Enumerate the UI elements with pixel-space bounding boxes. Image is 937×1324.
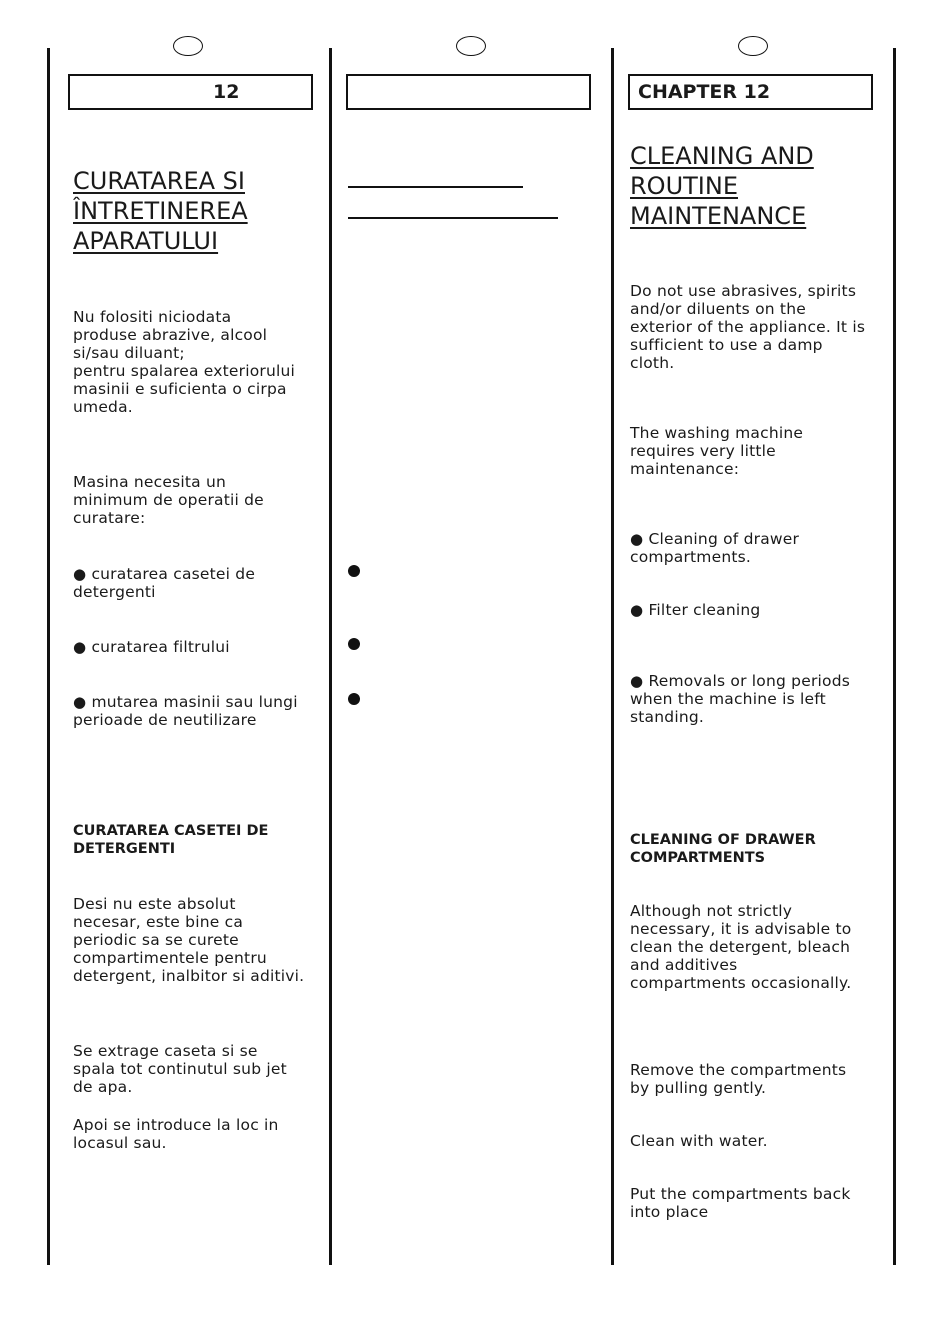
blank-title-line-2 [348, 217, 558, 219]
bullet-icon: ● [73, 565, 87, 583]
title-line: ROUTINE [630, 172, 738, 200]
chapter-number: 12 [213, 81, 240, 103]
text-line: Removals or long periods [648, 672, 851, 690]
subheading-right [630, 831, 816, 867]
text-line: when the machine is left [630, 690, 826, 708]
chapter-box-left [68, 74, 313, 110]
text-line: CLEANING OF DRAWER [630, 832, 816, 848]
text-line: Clean with water. [630, 1132, 768, 1150]
text-line: COMPARTMENTS [630, 850, 766, 866]
warning-paragraph-left [73, 308, 295, 416]
title-line: CLEANING AND [630, 142, 814, 170]
column-rule-middle-left [329, 48, 332, 1265]
text-line: compartments. [630, 548, 752, 566]
chapter-box-right [628, 74, 873, 110]
text-line: and/or diluents on the [630, 300, 806, 318]
text-line: minimum de operatii de [73, 491, 264, 509]
chapter-box-middle [346, 74, 591, 110]
text-line: clean the detergent, bleach [630, 938, 851, 956]
text-line: perioade de neutilizare [73, 711, 257, 729]
text-line: de apa. [73, 1078, 133, 1096]
text-line: maintenance: [630, 460, 740, 478]
clean-paragraph-right [630, 1132, 768, 1150]
column-rule-right [893, 48, 896, 1265]
text-line: Put the compartments back [630, 1185, 851, 1203]
drawer-paragraph-left [73, 895, 304, 985]
text-line: Desi nu este absolut [73, 895, 236, 913]
text-line: exterior of the appliance. It is [630, 318, 866, 336]
text-line: standing. [630, 708, 705, 726]
language-oval-left [173, 36, 203, 56]
bullet-icon [348, 565, 360, 577]
text-line: Remove the compartments [630, 1061, 847, 1079]
replace-paragraph-left [73, 1116, 279, 1152]
text-line: produse abrazive, alcool [73, 326, 268, 344]
text-line: locasul sau. [73, 1134, 167, 1152]
text-line: requires very little [630, 442, 776, 460]
replace-paragraph-right [630, 1185, 851, 1221]
text-line: necesar, este bine ca [73, 913, 244, 931]
text-line: masinii e suficienta o cirpa [73, 380, 287, 398]
bullet-icon: ● [73, 693, 87, 711]
text-line: Cleaning of drawer [648, 530, 800, 548]
bullet-item-removal-left [73, 693, 298, 729]
title-line: MAINTENANCE [630, 202, 807, 230]
text-line: Filter cleaning [648, 601, 761, 619]
bullet-item-filter-left [73, 638, 230, 656]
blank-title-line-1 [348, 186, 523, 188]
title-line: CURATAREA SI [73, 167, 245, 195]
text-line: curatare: [73, 509, 146, 527]
subheading-left [73, 822, 268, 858]
text-line: detergenti [73, 583, 156, 601]
page-title-left [73, 166, 248, 256]
warning-paragraph-right [630, 282, 865, 372]
language-oval-middle [456, 36, 486, 56]
remove-paragraph-right [630, 1061, 846, 1097]
bullet-item-filter-right [630, 601, 760, 619]
text-line: sufficient to use a damp [630, 336, 823, 354]
language-oval-right [738, 36, 768, 56]
text-line: spala tot continutul sub jet [73, 1060, 287, 1078]
maintenance-intro-right [630, 424, 803, 478]
text-line: mutarea masinii sau lungi [91, 693, 298, 711]
text-line: periodic sa se curete [73, 931, 239, 949]
text-line: CURATAREA CASETEI DE [73, 823, 269, 839]
text-line: and additives [630, 956, 738, 974]
title-line: ÎNTRETINEREA [73, 197, 248, 225]
text-line: necessary, it is advisable to [630, 920, 852, 938]
bullet-icon [348, 693, 360, 705]
text-line: cloth. [630, 354, 675, 372]
column-rule-middle-right [611, 48, 614, 1265]
text-line: into place [630, 1203, 709, 1221]
text-line: Although not strictly [630, 902, 793, 920]
text-line: compartimentele pentru [73, 949, 267, 967]
text-line: curatarea filtrului [91, 638, 230, 656]
text-line: DETERGENTI [73, 841, 176, 857]
column-rule-left [47, 48, 50, 1265]
text-line: detergent, inalbitor si aditivi. [73, 967, 305, 985]
page-title-right [630, 141, 814, 231]
bullet-icon: ● [630, 530, 644, 548]
text-line: Se extrage caseta si se [73, 1042, 258, 1060]
text-line: umeda. [73, 398, 133, 416]
text-line: Do not use abrasives, spirits [630, 282, 857, 300]
remove-paragraph-left [73, 1042, 287, 1096]
bullet-icon: ● [630, 672, 644, 690]
bullet-item-removal-right [630, 672, 850, 726]
bullet-icon: ● [73, 638, 87, 656]
text-line: Nu folositi niciodata [73, 308, 232, 326]
title-line: APARATULUI [73, 227, 219, 255]
text-line: The washing machine [630, 424, 804, 442]
text-line: Apoi se introduce la loc in [73, 1116, 279, 1134]
drawer-paragraph-right [630, 902, 851, 992]
bullet-item-drawer-right [630, 530, 799, 566]
text-line: Masina necesita un [73, 473, 227, 491]
chapter-label: CHAPTER 12 [638, 81, 771, 103]
bullet-item-drawer-left [73, 565, 255, 601]
text-line: by pulling gently. [630, 1079, 767, 1097]
text-line: curatarea casetei de [91, 565, 256, 583]
text-line: si/sau diluant; [73, 344, 185, 362]
maintenance-intro-left [73, 473, 264, 527]
text-line: pentru spalarea exteriorului [73, 362, 296, 380]
bullet-icon [348, 638, 360, 650]
text-line: compartments occasionally. [630, 974, 852, 992]
bullet-icon: ● [630, 601, 644, 619]
